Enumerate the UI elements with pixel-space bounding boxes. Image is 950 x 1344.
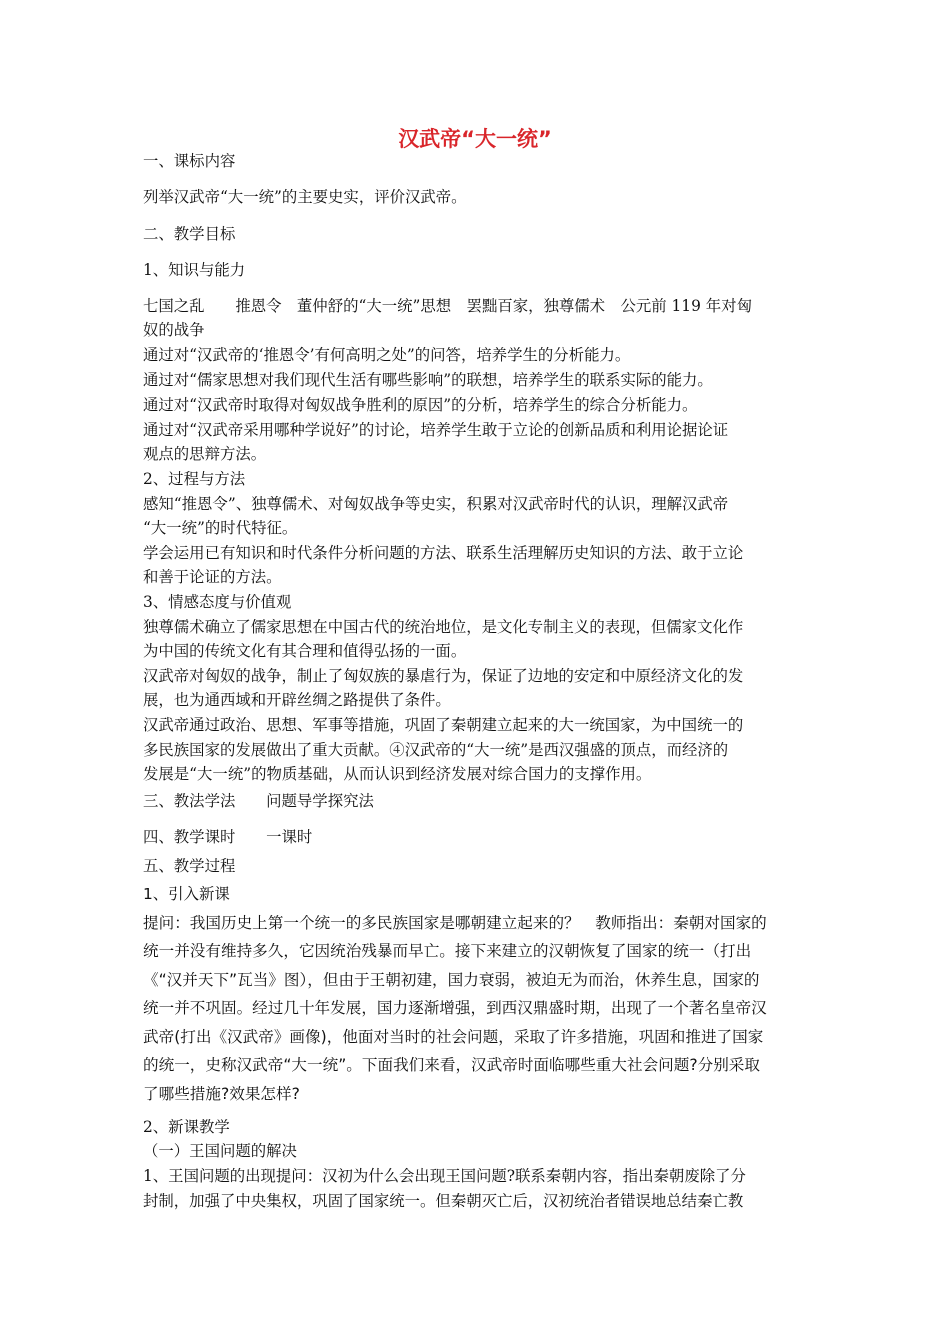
part-heading-kingdoms: （一）王国问题的解决 — [143, 1142, 297, 1160]
keywords-line-1: 七国之乱 推恩令 董仲舒的“大一统”思想 罢黜百家，独尊儒术 公元前 119 年对匈 — [143, 297, 752, 315]
intro-line-5: 武帝(打出《汉武帝》画像)，他面对当时的社会问题，采取了许多措施，巩固和推进了国家 — [143, 1028, 764, 1046]
goal-practical: 通过对“儒家思想对我们现代生活有哪些影响”的联想，培养学生的联系实际的能力。 — [143, 371, 713, 389]
kingdoms-question-line-1: 1、王国问题的出现提问：汉初为什么会出现王国问题?联系秦朝内容，指出秦朝废除了分 — [143, 1167, 746, 1185]
values-xiongnu-line-1: 汉武帝对匈奴的战争，制止了匈奴族的暴虐行为，保证了边地的安定和中原经济文化的发 — [143, 667, 744, 685]
values-unity-line-2: 多民族国家的发展做出了重大贡献。④汉武帝的“大一统”是西汉强盛的顶点，而经济的 — [143, 741, 729, 759]
process-line-1: 感知“推恩令”、独尊儒术、对匈奴战争等史实，积累对汉武帝时代的认识，理解汉武帝 — [143, 495, 729, 513]
curriculum-text: 列举汉武帝“大一统”的主要史实，评价汉武帝。 — [143, 188, 467, 206]
intro-line-1: 提问：我国历史上第一个统一的多民族国家是哪朝建立起来的？ 教师指出：秦朝对国家的 — [143, 914, 767, 932]
section-heading-process: 五、教学过程 — [143, 857, 236, 875]
values-xiongnu-line-2: 展，也为通西域和开辟丝绸之路提供了条件。 — [143, 691, 451, 709]
values-confucian-line-2: 为中国的传统文化有其合理和值得弘扬的一面。 — [143, 642, 467, 660]
section-heading-periods: 四、教学课时 一课时 — [143, 828, 313, 846]
kingdoms-question-line-2: 封制，加强了中央集权，巩固了国家统一。但秦朝灭亡后，汉初统治者错误地总结秦亡教 — [143, 1192, 744, 1210]
method-line-2: 和善于论证的方法。 — [143, 568, 282, 586]
intro-line-2: 统一并没有维持多久，它因统治残暴而早亡。接下来建立的汉朝恢复了国家的统一（打出 — [143, 942, 752, 960]
keywords-line-2: 奴的战争 — [143, 321, 205, 339]
values-unity-line-1: 汉武帝通过政治、思想、军事等措施，巩固了秦朝建立起来的大一统国家，为中国统一的 — [143, 716, 744, 734]
intro-line-6: 的统一，史称汉武帝“大一统”。下面我们来看，汉武帝时面临哪些重大社会问题?分别采取 — [143, 1056, 760, 1074]
subheading-new-lesson: 2、新课教学 — [143, 1118, 230, 1136]
subheading-knowledge: 1、知识与能力 — [143, 261, 246, 279]
goal-argument-line-2: 观点的思辩方法。 — [143, 445, 267, 463]
process-line-2: “大一统”的时代特征。 — [143, 519, 298, 537]
section-heading-curriculum: 一、课标内容 — [143, 152, 236, 170]
goal-analysis: 通过对“汉武帝的‘推恩令’有何高明之处”的问答，培养学生的分析能力。 — [143, 346, 631, 364]
intro-line-7: 了哪些措施?效果怎样? — [143, 1085, 300, 1103]
section-heading-methods: 三、教法学法 问题导学探究法 — [143, 792, 374, 810]
goal-argument-line-1: 通过对“汉武帝采用哪种学说好”的讨论，培养学生敢于立论的创新品质和利用论据论证 — [143, 421, 729, 439]
subheading-process: 2、过程与方法 — [143, 470, 246, 488]
values-unity-line-3: 发展是“大一统”的物质基础，从而认识到经济发展对综合国力的支撑作用。 — [143, 765, 652, 783]
page-title: 汉武帝“大一统” — [398, 127, 552, 151]
section-heading-goals: 二、教学目标 — [143, 225, 236, 243]
values-confucian-line-1: 独尊儒术确立了儒家思想在中国古代的统治地位，是文化专制主义的表现，但儒家文化作 — [143, 618, 744, 636]
intro-line-4: 统一并不巩固。经过几十年发展，国力逐渐增强，到西汉鼎盛时期，出现了一个著名皇帝汉 — [143, 999, 767, 1017]
subheading-values: 3、情感态度与价值观 — [143, 593, 292, 611]
method-line-1: 学会运用已有知识和时代条件分析问题的方法、联系生活理解历史知识的方法、敢于立论 — [143, 544, 744, 562]
goal-comprehensive: 通过对“汉武帝时取得对匈奴战争胜利的原因”的分析，培养学生的综合分析能力。 — [143, 396, 698, 414]
subheading-intro: 1、引入新课 — [143, 885, 230, 903]
intro-line-3: 《“汉并天下”瓦当》图），但由于王朝初建，国力衰弱，被迫无为而治，休养生息，国家的 — [143, 971, 760, 989]
